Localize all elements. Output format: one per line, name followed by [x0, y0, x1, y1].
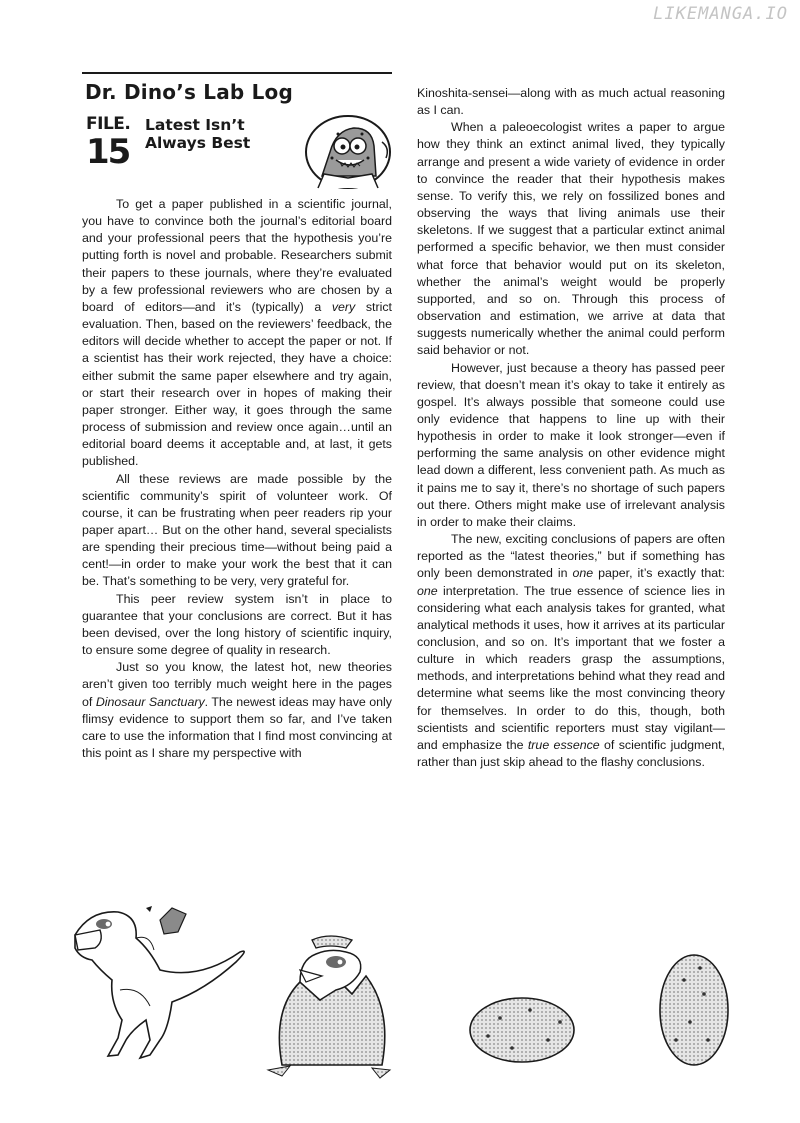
body-paragraph: However, just because a theory has passed peer review, that doesn’t mean it’s okay to take it entirely as gospel. It’s always possible that someone could use only evidence that happens to line up with their hypothesis in order to make it look stronger—even if performing the same analysis on other evidence might lead down a different, less convenient path. As much as it pains me to say it, there’s no shortage of such papers out there. Others might make use of irrelevant analysis in order to make their claims.: [417, 360, 725, 529]
spotted-egg-upright-illustration: [660, 955, 728, 1065]
body-paragraph: When a paleoecologist writes a paper to argue how they think an extinct animal lived, they typically arrange and present a wide variety of evidence in order to convince the reader that their hypothesis makes sense. To verify this, we rely on fossilized bones and observing the ways that living animals use their skeletons. If we suggest that a particular extinct animal performed a specific behavior, we then must consider what force that behavior would put on its skeleton, whether the animal’s weight would be properly supported, and so on. Through this process of observation and estimation, we arrive at data that suggests numerically whether the animal could perform said behavior or not.: [417, 120, 725, 358]
header-rule: [82, 72, 392, 74]
body-paragraph: Kinoshita-sensei—along with as much actual reasoning as I can.: [417, 86, 725, 118]
right-column: [417, 85, 725, 771]
left-column: [82, 72, 392, 762]
site-watermark: LIKEMANGA.IO: [653, 4, 788, 24]
dr-dino-mascot-illustration: [302, 112, 392, 190]
lab-log-title: Dr. Dino’s Lab Log: [85, 80, 293, 104]
file-number: 15: [86, 132, 130, 172]
hatching-dinosaur-illustration: [268, 936, 390, 1078]
spotted-egg-lying-illustration: [470, 998, 574, 1062]
hatching-sequence-illustration: [0, 890, 800, 1090]
file-header: [82, 106, 392, 192]
file-title: Latest Isn’t Always Best: [145, 116, 251, 152]
body-paragraph: The new, exciting conclusions of papers are often reported as the “latest theories,” but if something has only been demonstrated in one paper, it’s exactly that: one interpretation. The true essence of science lies in considering what each analysis takes for granted, what analytical methods it uses, how it arrives at its particular conclusion, and so on. It’s important that we foster a culture in which readers grasp the assumptions, methods, and interpretations behind what they read and determine what seems like the most convincing theory for themselves. In order to do this, though, both scientists and scientific reporters must stay vigilant—and emphasize the true essence of scientific judgment, rather than just skip ahead to the flashy conclusions.: [417, 532, 725, 770]
body-paragraph: This peer review system isn’t in place to guarantee that your conclusions are correct. But it has been devised, over the long history of scientific inquiry, to ensure some degree of quality in research.: [82, 591, 392, 658]
body-paragraph: All these reviews are made possible by the scientific community’s spirit of volunteer work. Of course, it can be frustrating when peer readers rip your paper apart… But on the other hand, several specialists are spending their precious time—without being paid a cent!—in order to make your work the best that it can be. That’s something to be very, very grateful for.: [82, 471, 392, 589]
young-dinosaur-illustration: [75, 906, 244, 1058]
body-paragraph: Just so you know, the latest hot, new theories aren’t given too terribly much weight here in the pages of Dinosaur Sanctuary. The newest ideas may have only flimsy evidence to support them so far, and I’ve taken care to use the information that I find most convincing at this point as I share my perspective with: [82, 660, 392, 760]
body-paragraph: To get a paper published in a scientific journal, you have to convince both the journal’s editorial board and your professional peers that the hypothesis you’re putting forth is novel and probable. Researchers submit their papers to these journals, where they’re evaluated by a few professional reviewers who are chosen by a board of editors—and it’s (typically) a very strict evaluation. Then, based on the reviewers’ feedback, the editors will decide whether to accept the paper or not. If a scientist has their work rejected, they have a choice: either submit the same paper elsewhere and try again, or start their research over in hopes of making their paper stronger. Either way, it goes through the same process of submission and review once again…until an editorial board deems it acceptable and, at last, it gets published.: [82, 197, 392, 469]
file-label: FILE.: [86, 114, 131, 134]
left-body-text: [82, 196, 392, 762]
right-body-text: [417, 85, 725, 771]
